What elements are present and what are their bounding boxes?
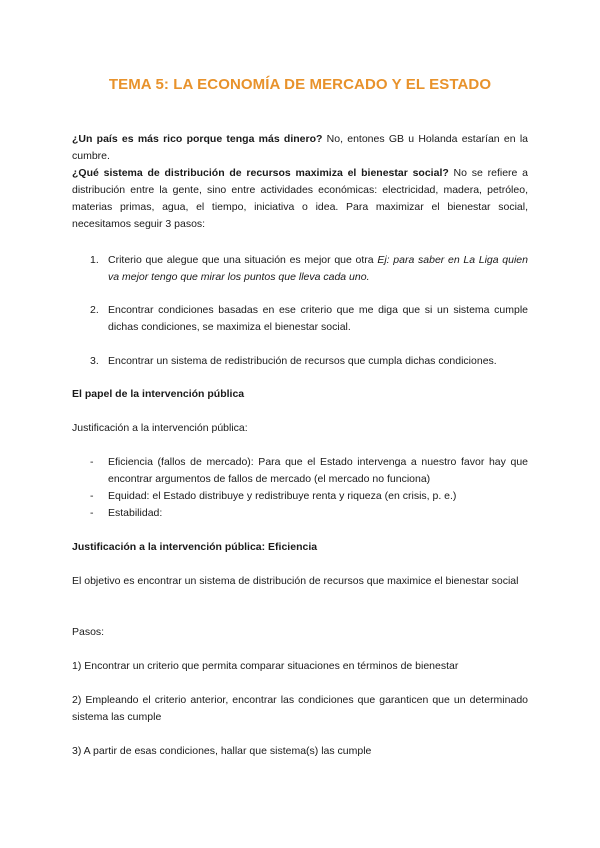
answer-2: No se refiere a distribución entre la gente, sino entre actividades económicas: electricidad, madera, petróleo, materias primas, agua, el tiempo, iniciativa o idea. Para maximizar el bienestar social, necesitamos seguir 3 pasos:: [72, 167, 528, 230]
question-1: ¿Un país es más rico porque tenga más dinero?: [72, 133, 323, 145]
bullet-dash: -: [90, 507, 94, 519]
section-heading-eficiencia: Justificación a la intervención pública: Eficiencia: [72, 541, 318, 553]
bullet-item-equidad: [72, 488, 528, 505]
step-text: Criterio que alegue que una situación es mejor que otra: [108, 254, 378, 266]
page-title: TEMA 5: LA ECONOMÍA DE MERCADO Y EL ESTADO: [108, 76, 492, 93]
question-2: ¿Qué sistema de distribución de recursos maximiza el bienestar social?: [72, 167, 449, 179]
section-heading-papel: El papel de la intervención pública: [72, 388, 245, 400]
step-text: Encontrar condiciones basadas en ese criterio que me diga que si un sistema cumple dichas condiciones, se maximiza el bienestar social.: [108, 304, 528, 333]
step-item-2: [72, 302, 528, 336]
bullet-item-estabilidad: [72, 505, 528, 522]
bullet-item-eficiencia: [72, 454, 528, 488]
step-number: 1.: [90, 254, 99, 266]
bullet-dash: -: [90, 490, 94, 502]
section-subheading: Justificación a la intervención pública:: [72, 422, 248, 434]
paso-2: 2) Empleando el criterio anterior, encontrar las condiciones que garanticen que un determinado sistema las cumple: [72, 694, 528, 723]
step-number: 2.: [90, 304, 99, 316]
pasos-label: Pasos:: [72, 626, 105, 638]
step-text: Encontrar un sistema de redistribución de recursos que cumpla dichas condiciones.: [108, 355, 497, 367]
answer-1: No, entones GB u Holanda estarían en la cumbre.: [72, 133, 528, 162]
bullet-text: Equidad: el Estado distribuye y redistribuye renta y riqueza (en crisis, p. e.): [108, 490, 457, 502]
bullet-dash: -: [90, 456, 94, 468]
paso-3: 3) A partir de esas condiciones, hallar que sistema(s) las cumple: [72, 745, 372, 757]
objective-paragraph: El objetivo es encontrar un sistema de distribución de recursos que maximice el bienestar social: [72, 575, 519, 587]
bullet-text: Estabilidad:: [108, 507, 163, 519]
step-item-1: [72, 252, 528, 286]
intro-paragraph: [72, 131, 528, 233]
paso-1: 1) Encontrar un criterio que permita comparar situaciones en términos de bienestar: [72, 660, 459, 672]
step-item-3: [72, 353, 528, 370]
bullet-text: Eficiencia (fallos de mercado): Para que el Estado intervenga a nuestro favor hay que encontrar argumentos de fallos de mercado (el mercado no funciona): [108, 456, 528, 485]
step-example: Ej: para saber en La Liga quien va mejor tengo que mirar los puntos que lleva cada uno.: [108, 254, 528, 283]
step-number: 3.: [90, 355, 99, 367]
